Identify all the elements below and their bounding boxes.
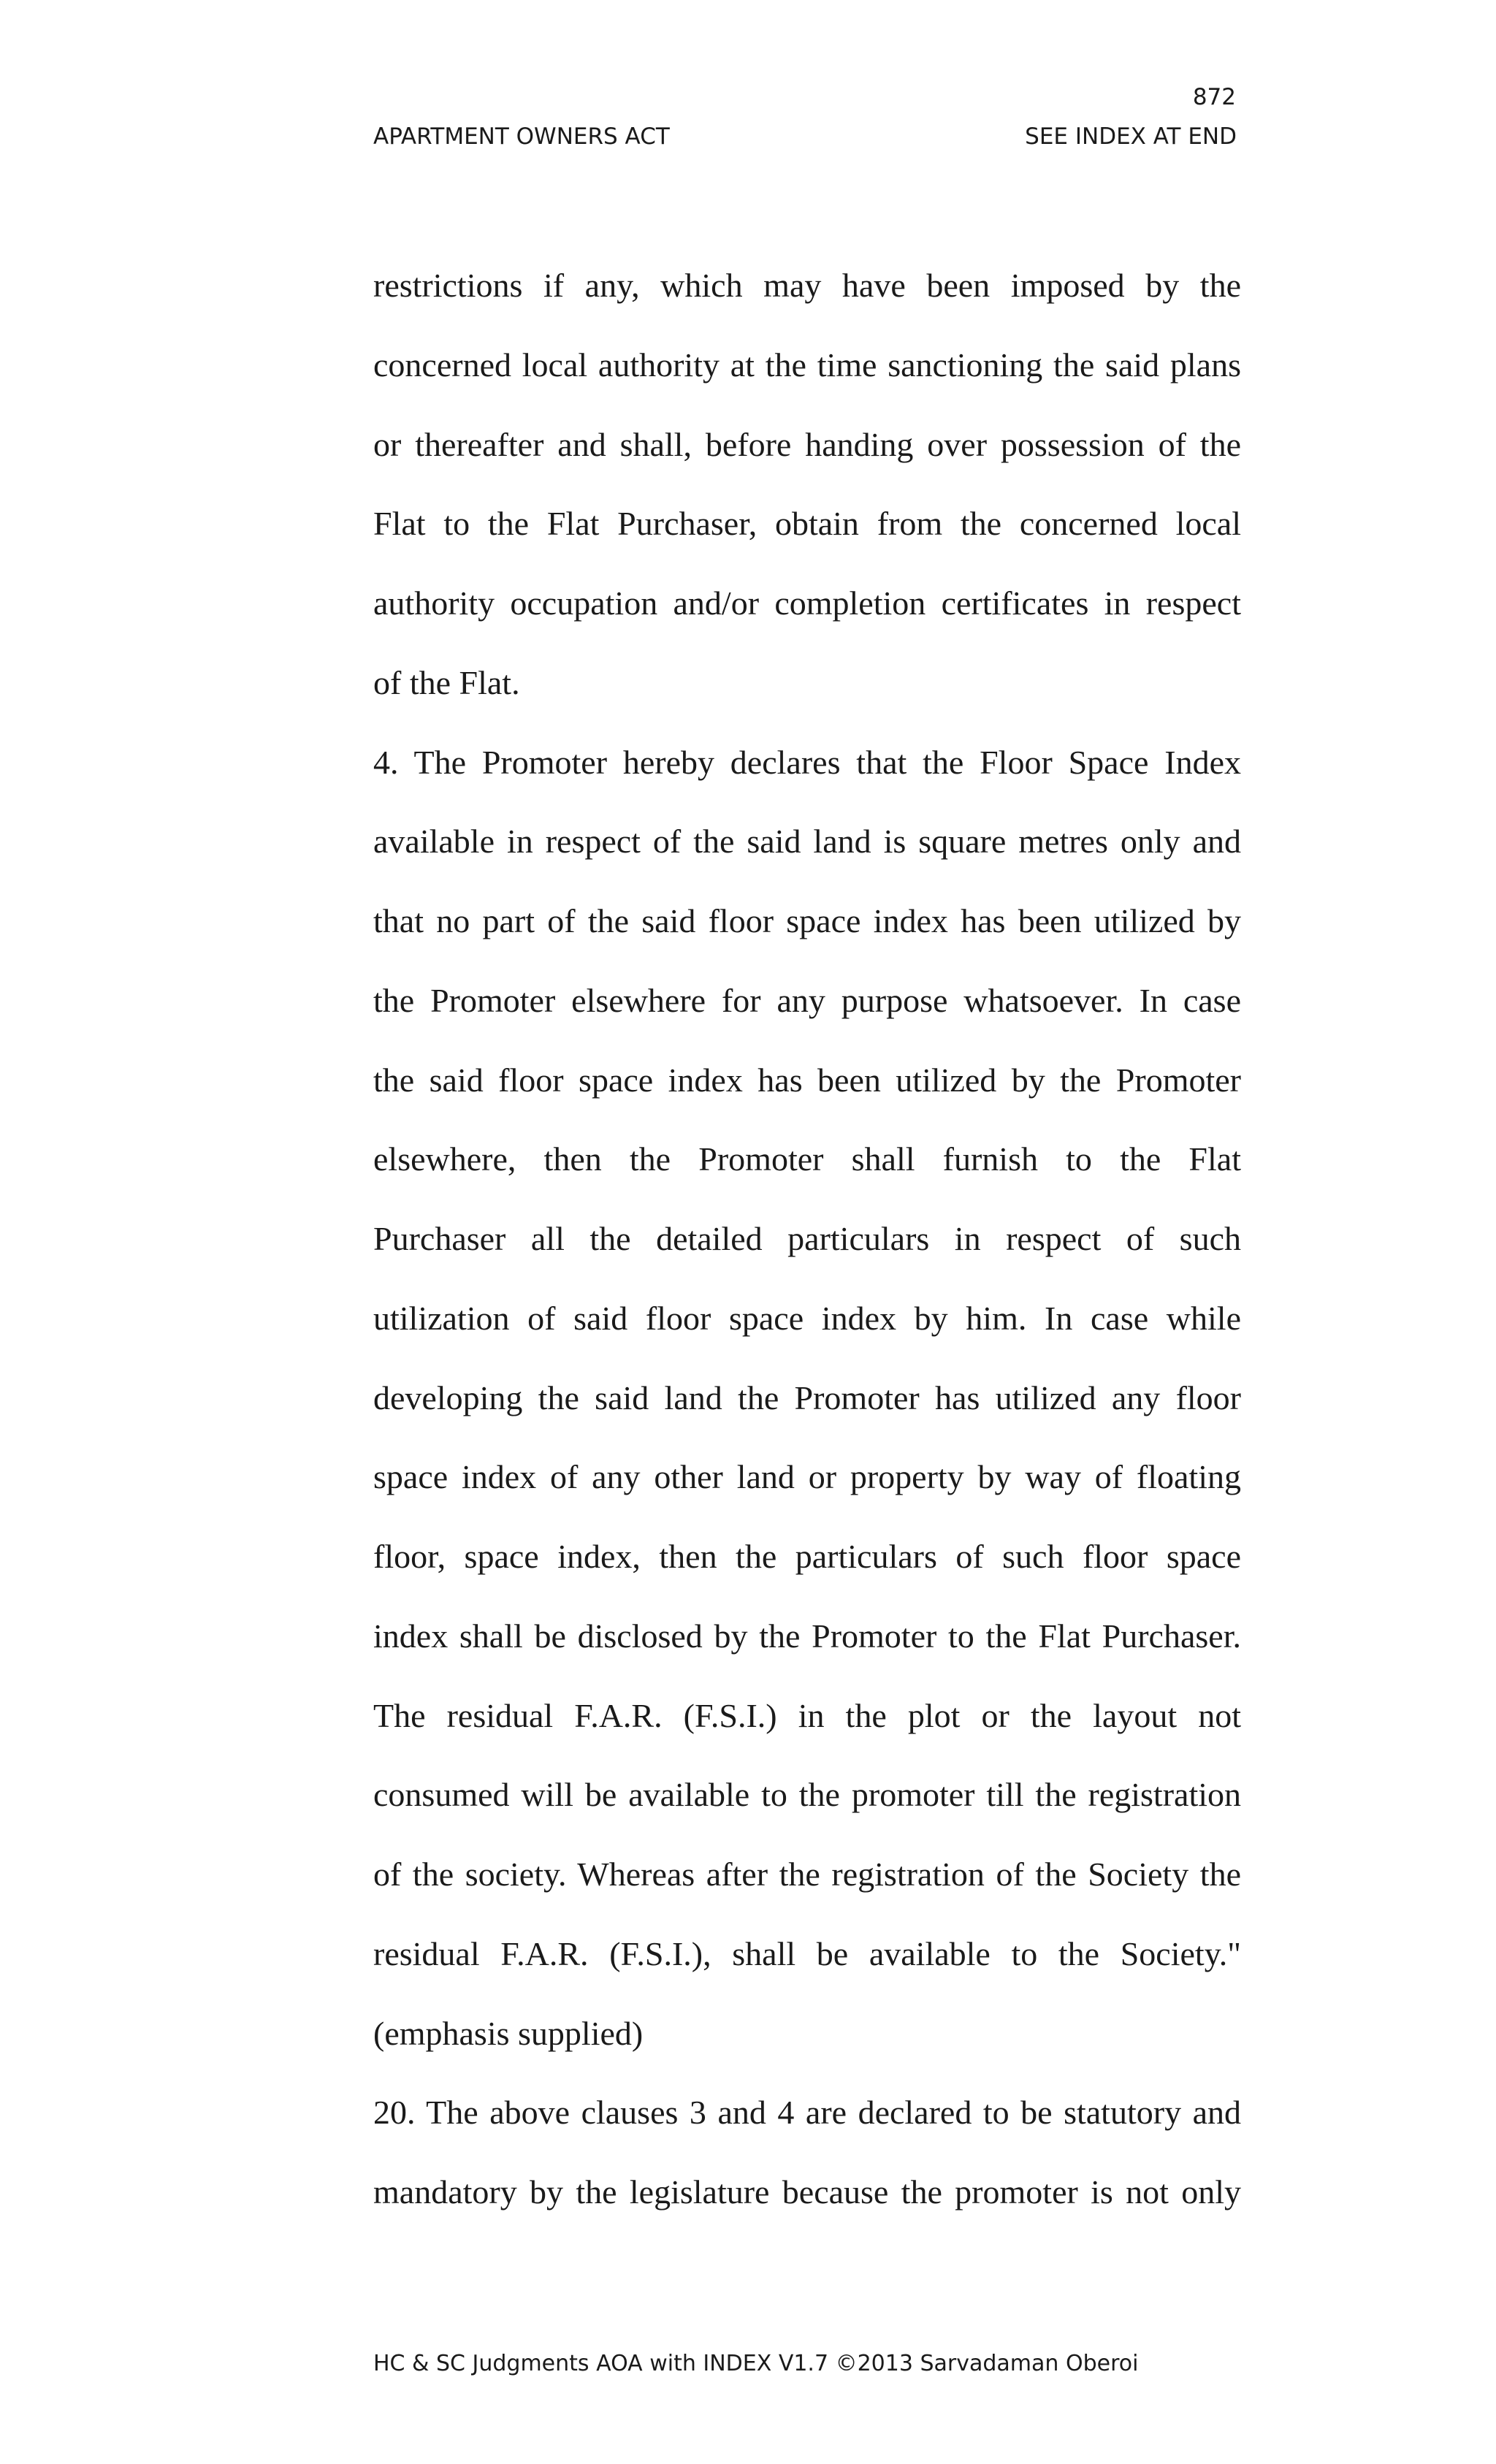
text-line: of the society. Whereas after the registration of the Society the — [373, 1855, 1241, 1893]
text-line: Flat to the Flat Purchaser, obtain from the concerned local — [373, 505, 1241, 543]
text-line: residual F.A.R. (F.S.I.), shall be available to the Society." — [373, 1934, 1241, 1972]
text-line: Purchaser all the detailed particulars in respect of such — [373, 1220, 1241, 1257]
text-line: authority occupation and/or completion certificates in respect — [373, 584, 1241, 622]
header-left-title: APARTMENT OWNERS ACT — [373, 123, 670, 150]
text-line: The residual F.A.R. (F.S.I.) in the plot or the layout not — [373, 1696, 1241, 1734]
text-line: mandatory by the legislature because the promoter is not only — [373, 2173, 1241, 2211]
text-line: consumed will be available to the promoter till the registration — [373, 1776, 1241, 1814]
text-line: (emphasis supplied) — [373, 2014, 644, 2052]
text-line: of the Flat. — [373, 663, 520, 701]
text-line: available in respect of the said land is square metres only and — [373, 823, 1241, 861]
text-line: the Promoter elsewhere for any purpose whatsoever. In case — [373, 981, 1241, 1019]
text-line: space index of any other land or property by way of floating — [373, 1458, 1241, 1496]
body-text — [373, 262, 1241, 2249]
text-line: or thereafter and shall, before handing over possession of the — [373, 425, 1241, 463]
text-line: floor, space index, then the particulars of such floor space — [373, 1538, 1241, 1575]
text-line: restrictions if any, which may have been imposed by the — [373, 267, 1241, 304]
text-line: that no part of the said floor space index has been utilized by — [373, 902, 1241, 939]
text-line: 4. The Promoter hereby declares that the Floor Space Index — [373, 743, 1241, 781]
text-line: elsewhere, then the Promoter shall furnish to the Flat — [373, 1140, 1241, 1178]
text-line: 20. The above clauses 3 and 4 are declared to be statutory and — [373, 2094, 1241, 2132]
page-number: 872 — [1192, 84, 1236, 110]
text-line: concerned local authority at the time sanctioning the said plans — [373, 346, 1241, 384]
text-line: the said floor space index has been utilized by the Promoter — [373, 1061, 1241, 1099]
page-footer: HC & SC Judgments AOA with INDEX V1.7 ©2013 Sarvadaman Oberoi — [373, 2351, 1139, 2376]
text-line: index shall be disclosed by the Promoter to the Flat Purchaser. — [373, 1617, 1241, 1655]
text-line: developing the said land the Promoter has utilized any floor — [373, 1378, 1241, 1416]
text-line: utilization of said floor space index by him. In case while — [373, 1299, 1241, 1337]
header-right-title: SEE INDEX AT END — [1025, 123, 1237, 150]
running-header — [373, 123, 1237, 150]
